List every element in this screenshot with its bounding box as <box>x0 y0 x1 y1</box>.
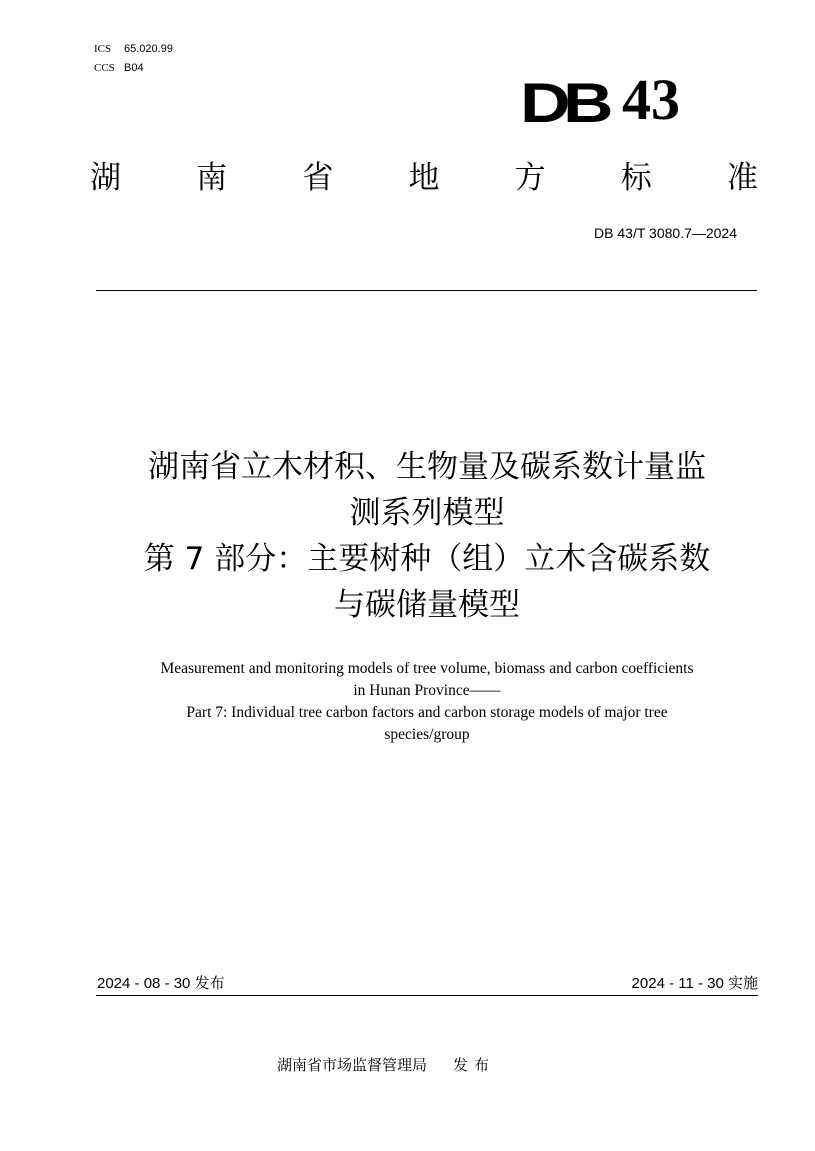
english-title-line: in Hunan Province—— <box>353 682 501 699</box>
standard-type-char: 准 <box>726 160 758 196</box>
logo-letters: DB <box>520 71 607 134</box>
english-title <box>88 658 766 746</box>
ccs-code: B04 <box>124 62 144 74</box>
ccs-label: CCS <box>94 62 115 74</box>
chinese-title <box>80 444 774 628</box>
classification-codes <box>94 40 173 78</box>
standard-type-char: 地 <box>408 160 440 196</box>
standard-number: DB 43/T 3080.7—2024 <box>594 225 737 241</box>
db43-logo <box>520 67 680 134</box>
standard-type-char: 湖 <box>90 160 121 196</box>
publish-date: 2024 - 08 - 30 发布 <box>97 975 225 992</box>
ics-line <box>94 40 173 59</box>
english-title-line: species/group <box>384 726 470 743</box>
implementation-date: 2024 - 11 - 30 实施 <box>631 975 758 992</box>
standard-type-char: 标 <box>620 160 652 196</box>
ccs-line <box>94 59 173 78</box>
ics-code: 65.020.99 <box>124 43 173 55</box>
english-title-line: Measurement and monitoring models of tree volume, biomass and carbon coefficients <box>160 660 694 677</box>
top-divider <box>96 290 757 291</box>
ics-label: ICS <box>94 43 112 55</box>
english-title-line: Part 7: Individual tree carbon factors and carbon storage models of major tree <box>186 704 668 721</box>
title-line: 与碳储量模型 <box>334 587 520 623</box>
title-line: 第 7 部分：主要树种（组）立木含碳系数 <box>143 541 711 577</box>
standard-type-char: 南 <box>196 160 228 196</box>
issuer-action: 发布 <box>453 1056 496 1074</box>
bottom-divider <box>96 995 758 996</box>
issuer <box>277 1054 495 1075</box>
title-line: 湖南省立木材积、生物量及碳系数计量监 <box>148 449 706 485</box>
issuer-name: 湖南省市场监督管理局 <box>277 1056 428 1074</box>
standard-type-char: 省 <box>302 160 334 196</box>
standard-type-char: 方 <box>514 160 546 196</box>
logo-number: 43 <box>622 67 680 132</box>
standard-type-heading <box>90 158 758 198</box>
title-line: 测系列模型 <box>349 495 505 531</box>
